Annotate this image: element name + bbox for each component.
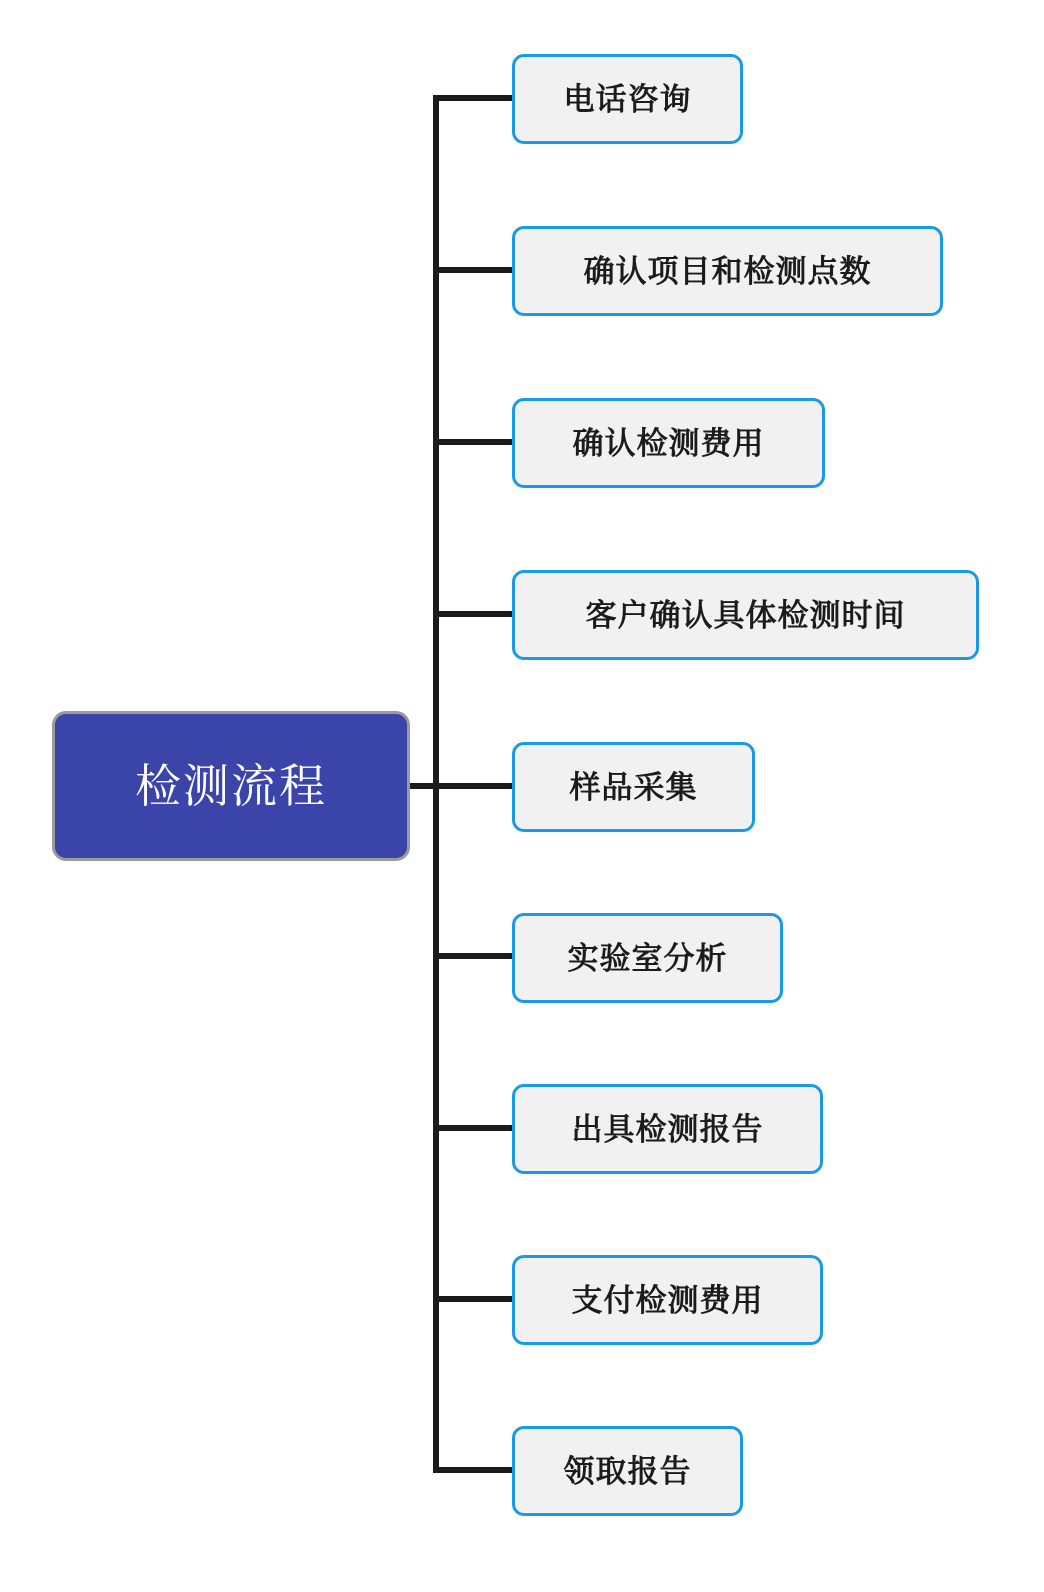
mindmap-node-label: 实验室分析 — [567, 940, 728, 976]
mindmap-node-label: 领取报告 — [563, 1453, 692, 1489]
mindmap-root-node[interactable] — [52, 711, 410, 861]
mindmap-node-label: 确认检测费用 — [572, 425, 765, 461]
mindmap-node-confirm-fee[interactable] — [512, 398, 825, 488]
mindmap-node-customer-confirm-time[interactable] — [512, 570, 979, 660]
mindmap-node-pay-fee[interactable] — [512, 1255, 823, 1345]
mindmap-node-label: 样品采集 — [569, 769, 698, 805]
mindmap-node-label: 电话咨询 — [563, 81, 692, 117]
mindmap-root-label: 检测流程 — [135, 760, 327, 812]
mindmap-node-label: 客户确认具体检测时间 — [585, 597, 906, 633]
mindmap-node-lab-analysis[interactable] — [512, 913, 783, 1003]
mindmap-node-label: 确认项目和检测点数 — [583, 253, 872, 289]
mindmap-node-collect-report[interactable] — [512, 1426, 743, 1516]
mindmap-node-phone-consult[interactable] — [512, 54, 743, 144]
mindmap-node-sample-collection[interactable] — [512, 742, 755, 832]
mindmap-node-confirm-items-points[interactable] — [512, 226, 943, 316]
mindmap-node-issue-report[interactable] — [512, 1084, 823, 1174]
mindmap-node-label: 出具检测报告 — [571, 1111, 764, 1147]
mindmap-node-label: 支付检测费用 — [571, 1282, 764, 1318]
